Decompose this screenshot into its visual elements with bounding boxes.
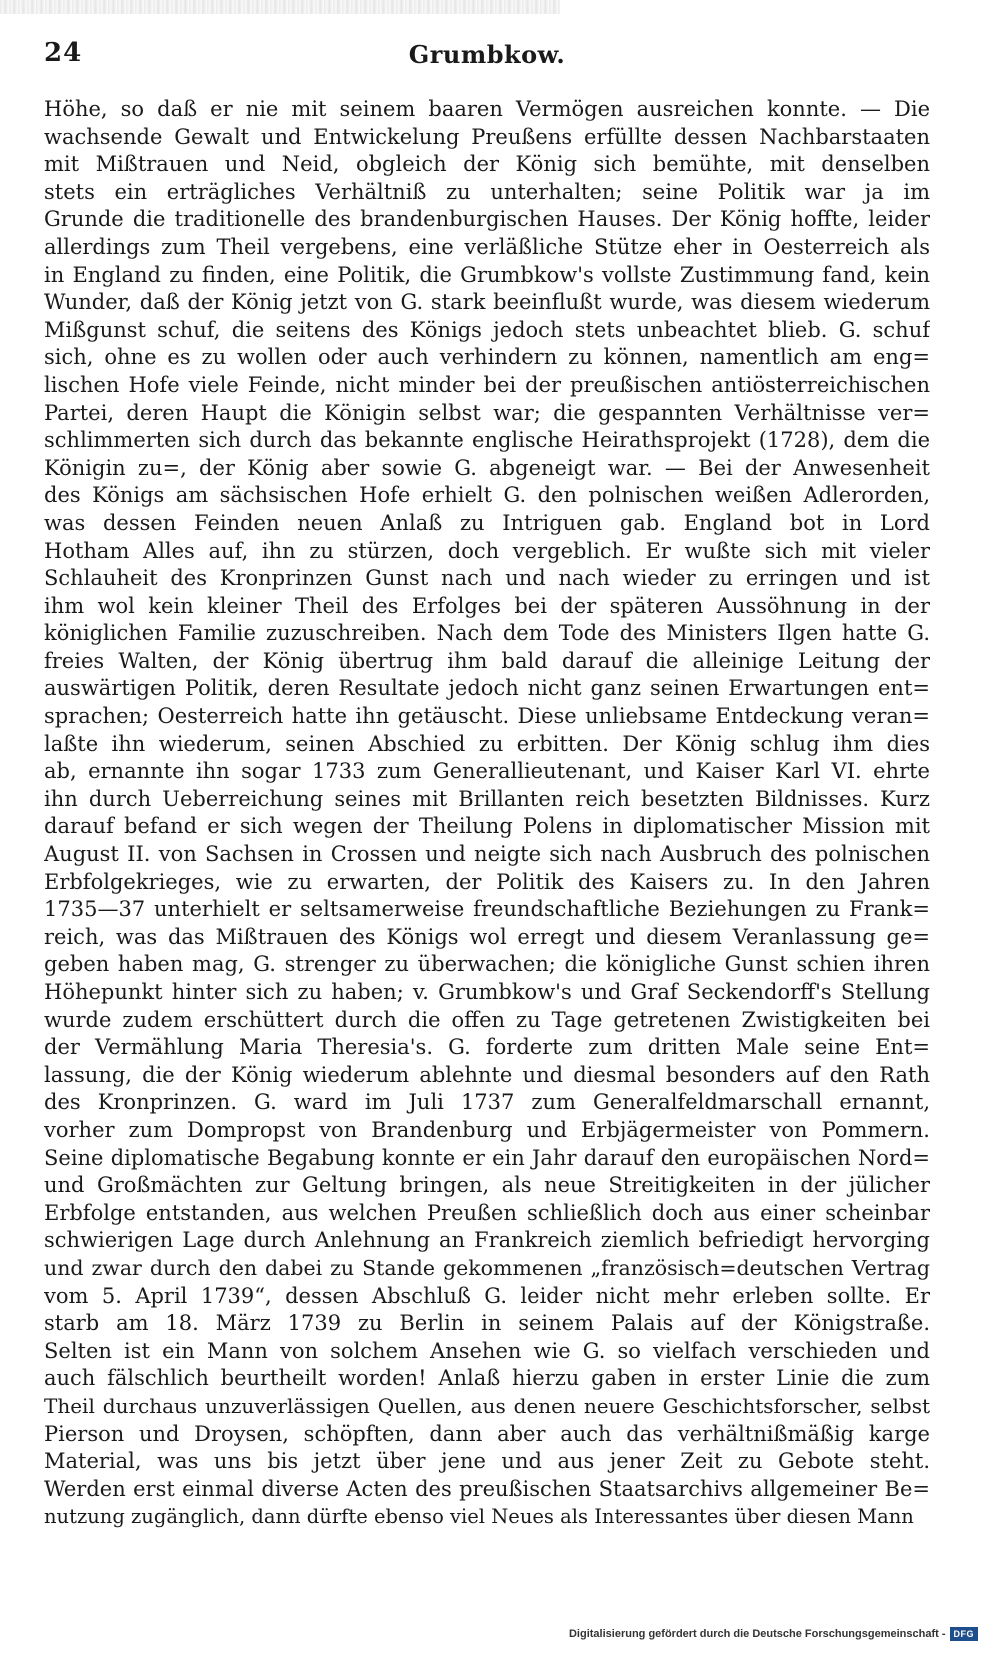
text-line: ihn durch Ueberreichung seines mit Brillanten reich besetzten Bildnisses. Kurz	[44, 786, 930, 811]
text-line: ihm wol kein kleiner Theil des Erfolges bei der späteren Aussöhnung in der	[44, 593, 930, 618]
text-line: laßte ihn wiederum, seinen Abschied zu erbitten. Der König schlug ihm dies	[44, 731, 930, 756]
text-line: ab, ernannte ihn sogar 1733 zum Generallieutenant, und Kaiser Karl VI. ehrte	[44, 759, 930, 784]
text-line: wurde zudem erschüttert durch die offen zu Tage getretenen Zwistigkeiten bei	[44, 1007, 930, 1032]
text-line: 1735—37 unterhielt er seltsamerweise freundschaftliche Beziehungen zu Frank=	[44, 897, 930, 922]
text-line: stets ein erträgliches Verhältniß zu unterhalten; seine Politik war ja im	[44, 179, 930, 204]
text-line: was dessen Feinden neuen Anlaß zu Intriguen gab. England bot in Lord	[44, 510, 930, 535]
text-line: vorher zum Dompropst von Brandenburg und Erbjägermeister von Pommern.	[44, 1117, 930, 1142]
text-line: freies Walten, der König übertrug ihm bald darauf die alleinige Leitung der	[44, 648, 930, 673]
text-line: vom 5. April 1739“, dessen Abschluß G. leider nicht mehr erleben sollte. Er	[44, 1283, 930, 1308]
text-line: starb am 18. März 1739 zu Berlin in seinem Palais auf der Königstraße.	[44, 1311, 930, 1336]
text-line: darauf befand er sich wegen der Theilung Polens in diplomatischer Mission mit	[44, 814, 930, 839]
text-line: nutzung zugänglich, dann dürfte ebenso viel Neues als Interessantes über diesen Mann	[44, 1505, 914, 1529]
text-line: Pierson und Droysen, schöpften, dann aber auch das verhältnißmäßig karge	[44, 1421, 930, 1446]
text-line: Selten ist ein Mann von solchem Ansehen wie G. so vielfach verschieden und	[44, 1338, 930, 1363]
text-line: Erbfolgekrieges, wie zu erwarten, der Politik des Kaisers zu. In den Jahren	[44, 869, 930, 894]
text-line: der Vermählung Maria Theresia's. G. forderte zum dritten Male seine Ent=	[44, 1035, 930, 1060]
page-header	[44, 38, 930, 72]
text-line: reich, was das Mißtrauen des Königs wol erregt und diesem Veranlassung ge=	[44, 924, 930, 949]
text-line: Wunder, daß der König jetzt von G. stark beeinflußt wurde, was diesem wiederum	[44, 290, 930, 315]
text-line: königlichen Familie zuzuschreiben. Nach dem Tode des Ministers Ilgen hatte G.	[44, 621, 930, 646]
text-line: Mißgunst schuf, die seitens des Königs jedoch stets unbeachtet blieb. G. schuf	[44, 317, 930, 342]
body-text	[44, 96, 930, 1531]
text-line: Grunde die traditionelle des brandenburgischen Hauses. Der König hoffte, leider	[44, 207, 930, 232]
text-line: sich, ohne es zu wollen oder auch verhindern zu können, namentlich am eng=	[44, 345, 930, 370]
text-line: auch fälschlich beurtheilt worden! Anlaß hierzu gaben in erster Linie die zum	[44, 1366, 930, 1391]
text-line: Seine diplomatische Begabung konnte er ein Jahr darauf den europäischen Nord=	[44, 1145, 930, 1170]
dfg-logo-icon: DFG	[950, 1627, 979, 1641]
scan-edge-artifact	[0, 0, 560, 14]
text-line: sprachen; Oesterreich hatte ihn getäuscht. Diese unliebsame Entdeckung veran=	[44, 704, 930, 729]
text-line: Theil durchaus unzuverlässigen Quellen, aus denen neuere Geschichtsforscher, selbst	[44, 1393, 930, 1418]
text-line: allerdings zum Theil vergebens, eine verläßliche Stütze eher in Oesterreich als	[44, 234, 930, 259]
text-line: Höhepunkt hinter sich zu haben; v. Grumbkow's und Graf Seckendorff's Stellung	[44, 980, 930, 1004]
text-line: schlimmerten sich durch das bekannte englische Heirathsprojekt (1728), dem die	[44, 428, 930, 453]
text-line: auswärtigen Politik, deren Resultate jedoch nicht ganz seinen Erwartungen ent=	[44, 676, 930, 701]
text-line: Partei, deren Haupt die Königin selbst war; die gespannten Verhältnisse ver=	[44, 400, 930, 425]
text-line: wachsende Gewalt und Entwickelung Preußens erfüllte dessen Nachbarstaaten	[44, 124, 930, 149]
text-line: Material, was uns bis jetzt über jene und aus jener Zeit zu Gebote steht.	[44, 1449, 930, 1474]
text-line: schwierigen Lage durch Anlehnung an Frankreich ziemlich befriedigt hervorging	[44, 1228, 930, 1253]
text-line: Erbfolge entstanden, aus welchen Preußen schließlich doch aus einer scheinbar	[44, 1200, 930, 1225]
text-line: und Großmächten zur Geltung bringen, als neue Streitigkeiten in der jülicher	[44, 1173, 930, 1198]
text-line: und zwar durch den dabei zu Stande gekommenen „französisch=deutschen Vertrag	[44, 1255, 930, 1280]
text-line: August II. von Sachsen in Crossen und neigte sich nach Ausbruch des polnischen	[44, 842, 930, 867]
text-line: lassung, die der König wiederum ablehnte und diesmal besonders auf den Rath	[44, 1062, 930, 1087]
credit-text: Digitalisierung gefördert durch die Deutsche Forschungsgemeinschaft -	[568, 1628, 946, 1640]
text-line: Höhe, so daß er nie mit seinem baaren Vermögen ausreichen konnte. — Die	[44, 97, 930, 121]
page-number: 24	[44, 38, 83, 68]
text-line: des Königs am sächsischen Hofe erhielt G. den polnischen weißen Adlerorden,	[44, 483, 930, 508]
text-line: Schlauheit des Kronprinzen Gunst nach und nach wieder zu erringen und ist	[44, 566, 930, 591]
text-line: in England zu finden, eine Politik, die Grumbkow's vollste Zustimmung fand, kein	[44, 262, 930, 287]
text-line: lischen Hofe viele Feinde, nicht minder bei der preußischen antiösterreichischen	[44, 372, 930, 397]
text-line: geben haben mag, G. strenger zu überwachen; die königliche Gunst schien ihren	[44, 952, 930, 977]
text-line: Hotham Alles auf, ihn zu stürzen, doch vergeblich. Er wußte sich mit vieler	[44, 538, 930, 563]
running-head: Grumbkow.	[408, 40, 566, 69]
text-line: Königin zu=, der König aber sowie G. abgeneigt war. — Bei der Anwesenheit	[44, 455, 930, 480]
text-line: des Kronprinzen. G. ward im Juli 1737 zum Generalfeldmarschall ernannt,	[44, 1090, 930, 1115]
text-line: Werden erst einmal diverse Acten des preußischen Staatsarchivs allgemeiner Be=	[44, 1476, 930, 1501]
text-line: mit Mißtrauen und Neid, obgleich der König sich bemühte, mit denselben	[44, 152, 930, 177]
digitization-credit	[569, 1623, 978, 1645]
